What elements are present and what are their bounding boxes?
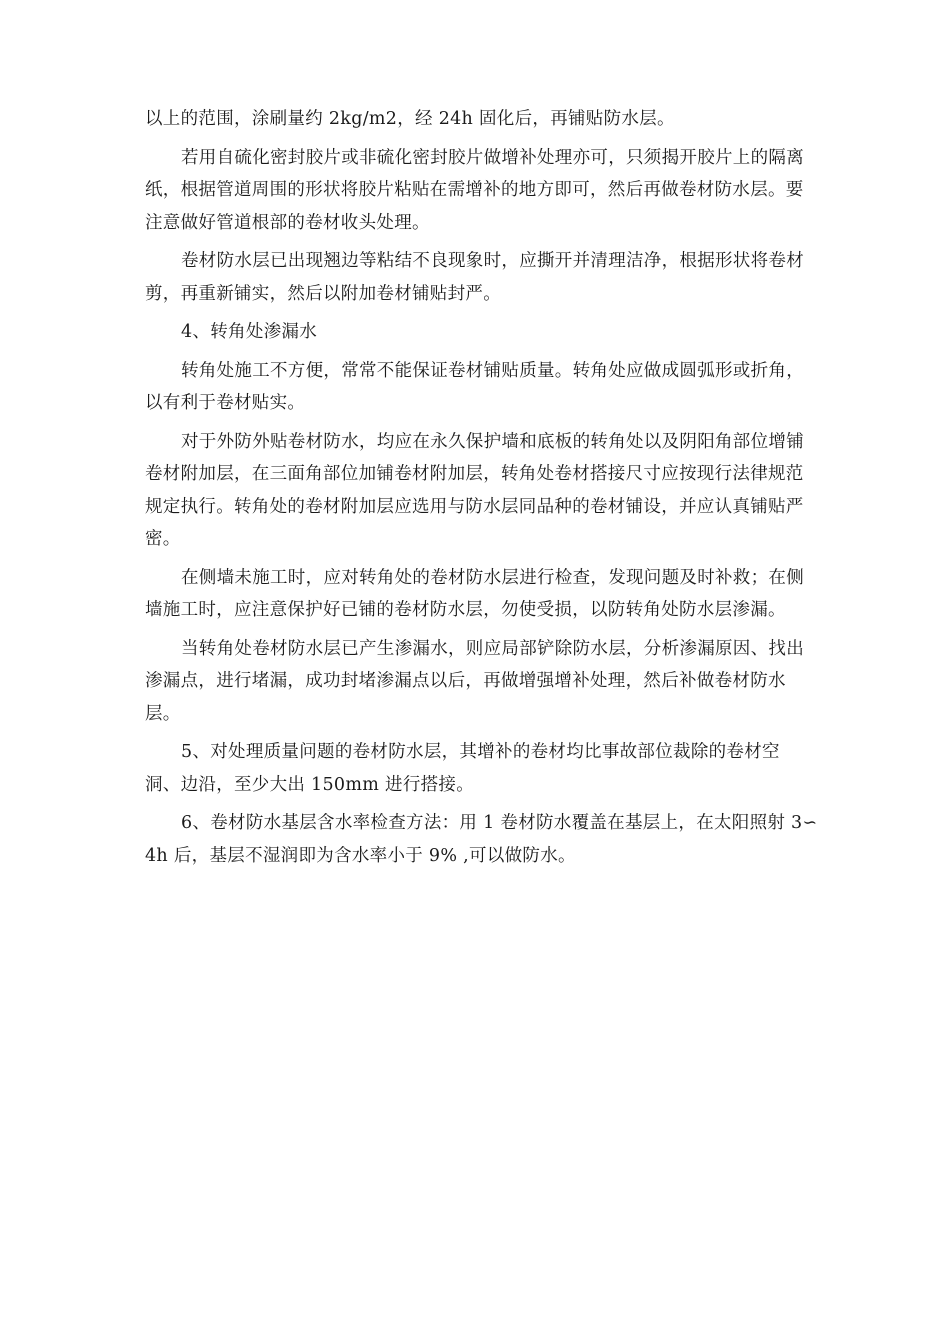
text-line: 若用自硫化密封胶片或非硫化密封胶片做增补处理亦可，只须揭开胶片上的隔离 — [181, 147, 804, 168]
paragraph — [145, 426, 820, 556]
section-heading — [145, 316, 820, 349]
text-line: 4、转角处渗漏水 — [181, 322, 318, 342]
text-line: 对于外防外贴卷材防水，均应在永久保护墙和底板的转角处以及阴阳角部位增铺 — [181, 431, 804, 452]
paragraph — [145, 633, 820, 731]
text-line: 以有利于卷材贴实。 — [145, 393, 306, 413]
text-line: 转角处施工不方便，常常不能保证卷材铺贴质量。转角处应做成圆弧形或折角， — [181, 360, 804, 381]
text-line: 层。 — [145, 703, 181, 724]
text-line: 规定执行。转角处的卷材附加层应选用与防水层同品种的卷材铺设，并应认真铺贴严 — [145, 496, 804, 517]
paragraph — [145, 807, 820, 872]
text-line: 剪，再重新铺实，然后以附加卷材铺贴封严。 — [145, 283, 501, 304]
paragraph — [145, 142, 820, 240]
paragraph — [145, 355, 820, 420]
text-line: 以上的范围，涂刷量约 2kg/m2，经 24h 固化后，再铺贴防水层。 — [145, 109, 675, 129]
paragraph — [145, 245, 820, 310]
text-line: 4h 后，基层不湿润即为含水率小于 9% ,可以做防水。 — [145, 845, 576, 866]
text-line: 渗漏点，进行堵漏，成功封堵渗漏点以后，再做增强增补处理，然后补做卷材防水 — [145, 671, 786, 691]
text-line: 6、卷材防水基层含水率检查方法：用 1 卷材防水覆盖在基层上，在太阳照射 3∽ — [181, 813, 818, 833]
text-line: 当转角处卷材防水层已产生渗漏水，则应局部铲除防水层，分析渗漏原因、找出 — [181, 638, 804, 659]
text-line: 密。 — [145, 529, 181, 549]
text-line: 在侧墙未施工时，应对转角处的卷材防水层进行检查，发现问题及时补救；在侧 — [181, 567, 804, 588]
text-line: 5、对处理质量问题的卷材防水层，其增补的卷材均比事故部位裁除的卷材空 — [181, 742, 780, 762]
text-line: 洞、边沿，至少大出 150mm 进行搭接。 — [145, 774, 475, 795]
document-body — [145, 103, 820, 878]
text-line: 卷材防水层已出现翘边等粘结不良现象时，应撕开并清理洁净，根据形状将卷材 — [181, 251, 804, 271]
text-line: 卷材附加层，在三面角部位加铺卷材附加层，转角处卷材搭接尺寸应按现行法律规范 — [145, 464, 804, 484]
text-line: 墙施工时，应注意保护好已铺的卷材防水层，勿使受损，以防转角处防水层渗漏。 — [145, 600, 786, 620]
text-line: 纸，根据管道周围的形状将胶片粘贴在需增补的地方即可，然后再做卷材防水层。要 — [145, 180, 804, 200]
paragraph — [145, 103, 820, 136]
paragraph — [145, 736, 820, 801]
text-line: 注意做好管道根部的卷材收头处理。 — [145, 212, 430, 233]
paragraph — [145, 562, 820, 627]
